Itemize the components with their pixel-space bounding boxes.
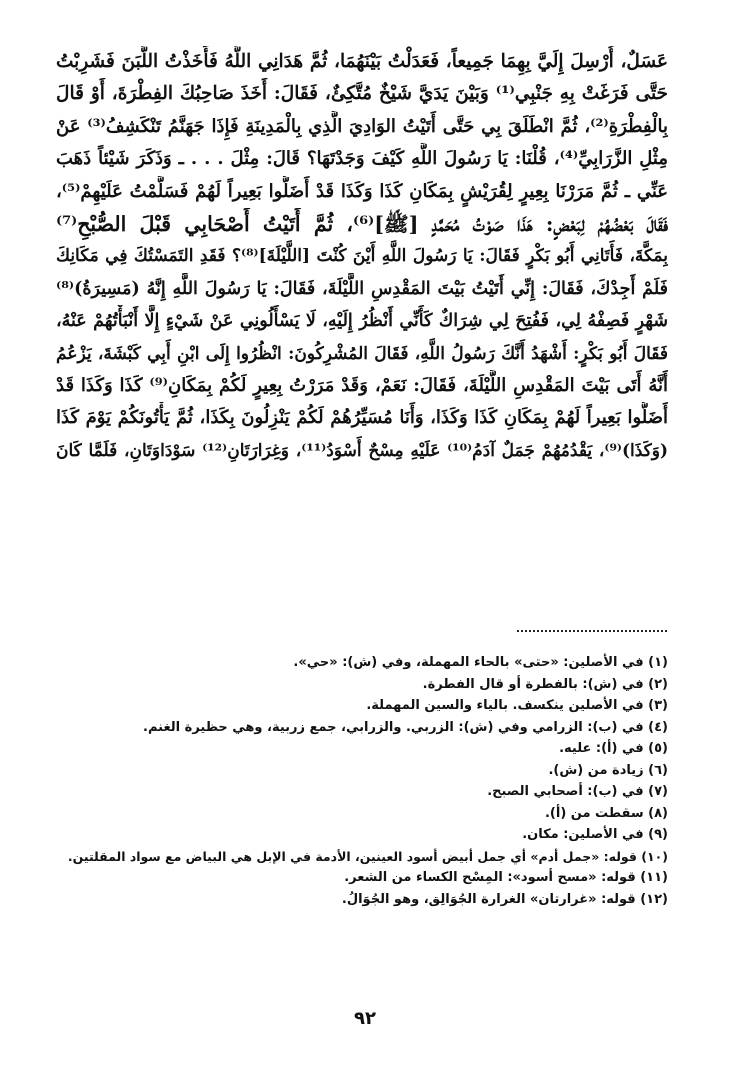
footnote-1: (١) في الأصلين: «حتى» بالحاء المهملة، وفي (ش): «حي». <box>293 655 668 670</box>
text-line: فَقَالَ بَعْضُهُمْ لِبَعْضٍ: هَذَا صَوْتُ مُحَمَّدٍ [ﷺ]⁽⁶⁾، ثُمَّ أَتَيْتُ أَصْحَابِي قَبْلَ الصُّبْحِ⁽⁷⁾ <box>56 211 668 236</box>
text-line: فَقَالَ أَبُو بَكْرٍ: أَشْهَدُ أَنَّكَ رَسُولُ اللَّهِ، فَقَالَ المُشْرِكُونَ: انْظُرُوا إِلَى ابْنِ أَبِي كَبْشَةَ، يَزْعُمُ <box>56 343 668 364</box>
footnote-8: (٨) سقطت من (أ). <box>544 805 668 821</box>
page-number: ٩٢ <box>354 1008 376 1029</box>
text-line: فَلَمْ أَجِدْكَ، فَقَالَ: إِنِّي أَتَيْتُ بَيْتَ المَقْدِسِ اللَّيْلَةَ، فَقَالَ: يَا رَسُولَ اللَّهِ إِنَّهُ (مَسِيرَةُ)⁽⁸⁾ <box>56 278 668 299</box>
text-line: عَسَلٌ، أُرْسِلَ إِلَيَّ بِهِمَا جَمِيعاً، فَعَدَلْتُ بَيْنَهُمَا، ثُمَّ هَدَانِي اللَّهُ فَأَخَذْتُ اللَّبَنَ فَشَرِبْتُ <box>56 51 668 72</box>
footnote-4: (٤) في (ب): الزرامي وفي (ش): الزربي. والزرابي، جمع زربية، وهي حظيرة الغنم. <box>143 719 668 735</box>
text-line: بِمَكَّةَ، فَأَتَانِي أَبُو بَكْرٍ فَقَالَ: يَا رَسُولَ اللَّهِ أَيْنَ كُنْتَ [اللَّيْلَةَ]⁽⁸⁾؟ فَقَدِ التَمَسْتُكَ فِي مَكَانِكَ <box>56 246 668 267</box>
footnote-5: (٥) في (أ): عليه. <box>559 741 668 756</box>
text-line: مِثْلِ الزَّرَابِيِّ⁽⁴⁾، قُلْنَا: يَا رَسُولَ اللَّهِ كَيْفَ وَجَدْتَهَا؟ قَالَ: مِثْلَ . . . ـ وَذَكَرَ شَيْئاً ذَهَبَ <box>56 148 668 170</box>
footnote-3: (٣) في الأصلين ينكسف. بالياء والسين المهملة. <box>366 698 668 713</box>
footnote-10: (١٠) قوله: «جمل أدم» أي جمل أبيض أسود العينين، الأدمة في الإبل هي البياض مع سواد المقلتين. <box>68 848 668 864</box>
footnote-separator <box>517 630 667 632</box>
text-line: شَهْرٍ فَصِفْهُ لِي، فَفُتِحَ لِي شِرَاكٌ كَأَنِّي أَنْظُرُ إِلَيْهِ، لَا يَسْأَلُونِي عَنْ شَيْءٍ إِلَّا أَنْبَأْتُهُمْ عَنْهُ، <box>56 311 668 332</box>
text-line: أَضَلُّوا بَعِيراً لَهُمْ بِمَكَانِ كَذَا وَكَذَا، وَأَنَا مُسَيِّرُهُمْ لَكُمْ يَنْزِلُونَ بِكَذَا، ثُمَّ يَأْتُونَكُمْ يَوْمَ كَذَا <box>56 407 668 429</box>
text-line: (وَكَذَا)⁽⁹⁾، يَقْدُمُهُمْ جَمَلٌ آدَمُ⁽¹⁰⁾ عَلَيْهِ مِسْحٌ أَسْوَدُ⁽¹¹⁾، وَغِرَارَتَانِ⁽¹²⁾ سَوْدَاوَتَانِ، فَلَمَّا كَانَ <box>56 440 668 461</box>
text-line: بِالْفِطْرَةِ⁽²⁾، ثُمَّ انْطَلَقَ بِي حَتَّى أَتَيْتُ الوَادِيَ الَّذِي بِالْمَدِينَةِ فَإِذَا جَهَنَّمُ تَنْكَشِفُ⁽³⁾ عَنْ <box>56 115 668 137</box>
footnote-9: (٩) في الأصلين: مكان. <box>522 827 668 842</box>
footnote-2: (٢) في (ش): بالفطرة أو قال الفطرة. <box>422 676 668 692</box>
footnote-6: (٦) زيادة من (ش). <box>548 762 668 778</box>
footnote-7: (٧) في (ب): أصحابي الصبح. <box>487 784 668 799</box>
footnotes <box>68 652 668 910</box>
text-line: أَنَّهُ أَتَى بَيْتَ المَقْدِسِ اللَّيْلَةَ، فَقَالَ: نَعَمْ، وَقَدْ مَرَرْتُ بِعِيرٍ لَكُمْ بِمَكَانِ⁽⁹⁾ كَذَا وَكَذَا قَدْ <box>56 374 668 396</box>
footnote-12: (١٢) قوله: «غرارتان» الغرارة الجُوَالِق، وهو الجُوَالُ. <box>341 891 668 907</box>
text-line: عَنِّي ـ ثُمَّ مَرَرْنَا بِعِيرٍ لِقُرَيْشٍ بِمَكَانِ كَذَا وَكَذَا قَدْ أَضَلُّوا بَعِيراً لَهُمْ فَسَلَّمْتُ عَلَيْهِمْ⁽⁵⁾، <box>56 180 668 202</box>
main-text <box>56 46 668 467</box>
text-line: حَتَّى فَرَغَتْ بِهِ جَنْبِي⁽¹⁾ وَبَيْنَ يَدَيَّ شَيْخٌ مُتَّكِئٌ، فَقَالَ: أَخَذَ صَاحِبُكَ الفِطْرَةَ، أَوْ قَالَ <box>56 83 668 105</box>
footnote-11: (١١) قوله: «مسح أسود»: المِسْح الكساء من الشعر. <box>344 870 668 885</box>
